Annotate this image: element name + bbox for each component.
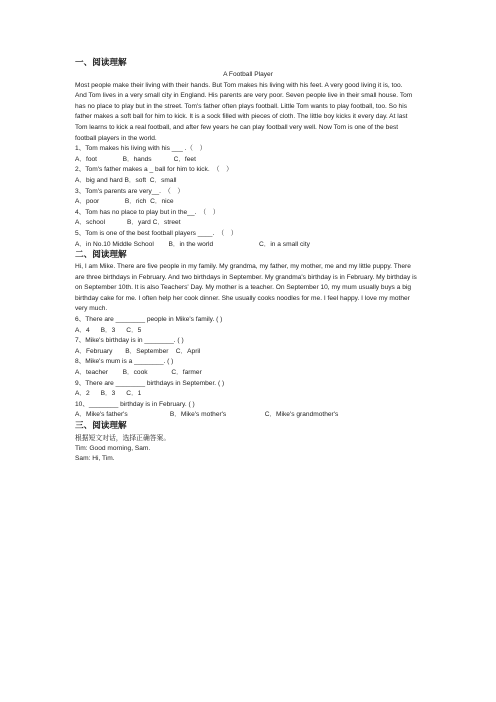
answer-options: A．in No.10 Middle School B．in the world C．in a small city [75, 240, 310, 248]
question: 8、Mike's mum is a ________. ( ) [75, 358, 174, 366]
question: 10、________ birthday is in February. ( ) [75, 400, 195, 408]
section-2 [75, 250, 421, 421]
dialogue-line: Sam: Hi, Tim. [75, 455, 115, 463]
section-heading: 二、阅读理解 [75, 250, 127, 261]
question: 6、There are ________ people in Mike's family. ( ) [75, 316, 223, 324]
question: 9、There are ________ birthdays in September. ( ) [75, 379, 225, 387]
answer-options: A．February B．September C．April [75, 347, 201, 355]
answer-options: A．teacher B．cook C．farmer [75, 369, 202, 377]
question: 2、Tom's father makes a _ ball for him to kick. （ ） [75, 166, 233, 174]
answer-options: A．Mike's father's B．Mike's mother's C．Mike's grandmother's [75, 411, 339, 419]
answer-options: A．4 B．3 C．5 [75, 326, 142, 334]
question: 1、Tom makes his living with his ___ .（ ） [75, 145, 207, 153]
answer-options: A．school B．yard C．street [75, 219, 181, 227]
section-heading: 一、阅读理解 [75, 58, 127, 68]
passage-paragraph: Hi, I am Mike. There are five people in my family. My grandma, my father, my mother, me and my little puppy. There are three birthdays in February. And two birthdays in September. My grandma's birthday is in February. My birthday is on September 10th. It is also Teachers' Day. My mother is a teacher. On September 10, my mum usually buys a big birthday cake for me. I often help her cook dinner. She usually cooks noodles for me. I feel happy. I love my mother very much. [75, 263, 417, 313]
passage-paragraph: And Tom lives in a very small city in England. His parents are very poor. Seven people live in their small house. Tom has no place to play but in the street. Tom's father often plays football. Little Tom wants to play football, too. So his father makes a soft ball for him to kick. It is a sock filled with pieces of cloth. The little boy kicks it every day. At last Tom learns to kick a real football, and after few years he can play football very well. Now Tom is one of the best football players in the world. [75, 92, 413, 142]
question: 5、Tom is one of the best football players ____. （ ） [75, 229, 238, 237]
worksheet-page [75, 58, 421, 465]
passage-title: A Football Player [223, 71, 273, 78]
section-heading: 三、阅读理解 [75, 421, 127, 431]
section-3 [75, 421, 421, 465]
question: 4、Tom has no place to play but in the__. （ ） [75, 208, 220, 216]
section-1 [75, 58, 421, 250]
passage-paragraph: Most people make their living with their hands. But Tom makes his living with his feet. A very good living it is, too. [75, 81, 403, 89]
instruction-text: 根据短文对话，选择正确答案。 [75, 434, 171, 442]
answer-options: A．big and hard B．soft C．small [75, 176, 177, 184]
answer-options: A．foot B．hands C．feet [75, 155, 196, 163]
answer-options: A．poor B．rich C．nice [75, 198, 174, 206]
dialogue-line: Tim: Good morning, Sam. [75, 444, 151, 452]
question: 3、Tom's parents are very__. （ ） [75, 187, 184, 195]
question: 7、Mike's birthday is in ________. ( ) [75, 337, 184, 345]
answer-options: A．2 B．3 C．1 [75, 390, 142, 398]
